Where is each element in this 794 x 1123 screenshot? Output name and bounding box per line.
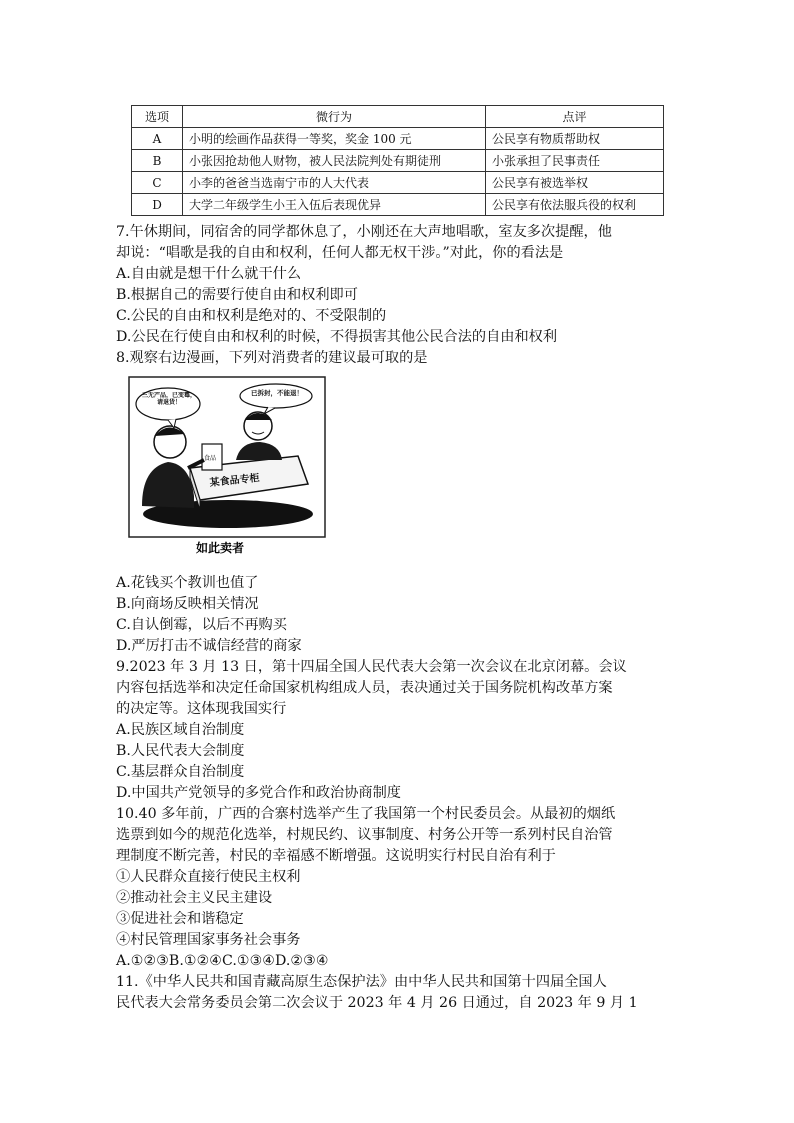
option-c: C.基层群众自治制度 — [116, 764, 245, 780]
option-a: A.民族区域自治制度 — [116, 722, 245, 738]
option-b: B.根据自己的需要行使自由和权利即可 — [116, 287, 358, 303]
question-7 — [116, 222, 676, 369]
option-b: B.人民代表大会制度 — [116, 743, 245, 759]
question-stem: 内容包括选举和决定任命国家机构组成人员，表决通过关于国务院机构改革方案 — [116, 680, 613, 696]
option-d: D.公民在行使自由和权利的时候，不得损害其他公民合法的自由和权利 — [116, 329, 558, 345]
table-header: 微行为 — [183, 106, 486, 128]
options-table — [131, 105, 664, 216]
question-stem: 却说：“唱歌是我的自由和权利，任何人都无权干涉。”对此，你的看法是 — [116, 245, 564, 261]
option-d: D.严厉打击不诚信经营的商家 — [116, 638, 302, 654]
answer-options: A.①②③B.①②④C.①③④D.②③④ — [116, 953, 329, 969]
question-stem: 理制度不断完善，村民的幸福感不断增强。这说明实行村民自治有利于 — [116, 848, 556, 864]
table-row — [132, 172, 664, 194]
table-cell: 小李的爸爸当选南宁市的人大代表 — [183, 172, 486, 194]
statement-item: ②推动社会主义民主建设 — [116, 890, 273, 906]
question-stem: 7.午休期间，同宿舍的同学都休息了，小刚还在大声地唱歌，室友多次提醒，他 — [116, 224, 612, 240]
counter-label: 某食品专柜 — [209, 472, 261, 489]
table-cell: C — [132, 172, 183, 194]
table-header-row — [132, 106, 664, 128]
statement-item: ④村民管理国家事务社会事务 — [116, 932, 301, 948]
question-stem: 8.观察右边漫画，下列对消费者的建议最可取的是 — [116, 350, 428, 366]
statement-item: ③促进社会和谐稳定 — [116, 911, 244, 927]
table-cell: 公民享有物质帮助权 — [486, 128, 664, 150]
question-8-options — [116, 573, 676, 1014]
table-cell: B — [132, 150, 183, 172]
table-cell: 大学二年级学生小王入伍后表现优异 — [183, 194, 486, 216]
table-cell: D — [132, 194, 183, 216]
question-stem: 10.40 多年前，广西的合寨村选举产生了我国第一个村民委员会。从最初的烟纸 — [116, 806, 616, 822]
table-header: 点评 — [486, 106, 664, 128]
statement-item: ①人民群众直接行使民主权利 — [116, 869, 301, 885]
cartoon-illustration — [128, 376, 326, 558]
table-cell: 小张因抢劫他人财物，被人民法院判处有期徒刑 — [183, 150, 486, 172]
option-d: D.中国共产党领导的多党合作和政治协商制度 — [116, 785, 401, 801]
table-cell: 小明的绘画作品获得一等奖，奖金 100 元 — [183, 128, 486, 150]
question-stem: 的决定等。这体现我国实行 — [116, 701, 287, 717]
speech-bubble-seller: 已拆封，不能退！ — [251, 389, 303, 397]
table-cell: 公民享有被选举权 — [486, 172, 664, 194]
option-c: C.自认倒霉，以后不再购买 — [116, 617, 287, 633]
table-cell: A — [132, 128, 183, 150]
option-a: A.自由就是想干什么就干什么 — [116, 266, 302, 282]
speech-bubble-customer: 三无产品，已变霉，请退货！ — [141, 392, 196, 406]
question-stem: 选票到如今的规范化选举，村规民约、议事制度、村务公开等一系列村民自治管 — [116, 827, 613, 843]
option-c: C.公民的自由和权利是绝对的、不受限制的 — [116, 308, 387, 324]
table-cell: 小张承担了民事责任 — [486, 150, 664, 172]
question-stem: 11.《中华人民共和国青藏高原生态保护法》由中华人民共和国第十四届全国人 — [116, 974, 607, 990]
table-row — [132, 128, 664, 150]
question-stem: 9.2023 年 3 月 13 日，第十四届全国人民代表大会第一次会议在北京闭幕。会议 — [116, 659, 627, 675]
table-header: 选项 — [132, 106, 183, 128]
question-stem: 民代表大会常务委员会第二次会议于 2023 年 4 月 26 日通过，自 2023 年 9 月 1 — [116, 995, 638, 1011]
box-label: 食品 — [204, 455, 217, 462]
option-a: A.花钱买个教训也值了 — [116, 575, 259, 591]
table-row — [132, 150, 664, 172]
table-cell: 公民享有依法服兵役的权利 — [486, 194, 664, 216]
table-row — [132, 194, 664, 216]
cartoon-caption: 如此卖者 — [196, 541, 245, 555]
option-b: B.向商场反映相关情况 — [116, 596, 259, 612]
